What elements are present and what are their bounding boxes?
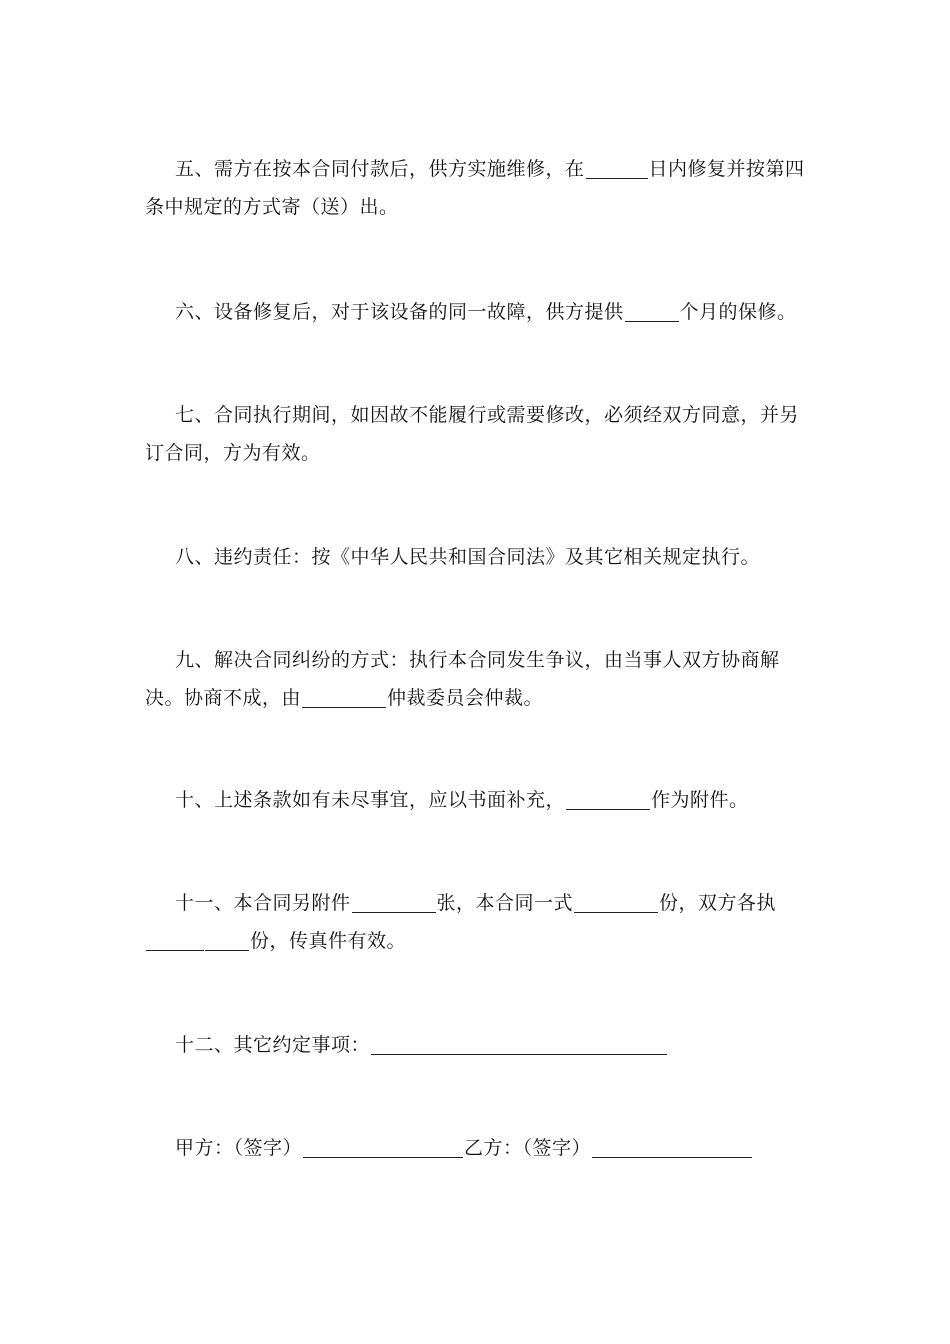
clause-7-text: 七、合同执行期间，如因故不能履行或需要修改，必须经双方同意，并另订合同，方为有效。 — [145, 404, 800, 464]
blank-arbitration-committee — [302, 685, 386, 708]
party-b-signature-blank — [592, 1135, 752, 1158]
blank-copies-each — [146, 928, 204, 951]
clause-12 — [145, 1026, 810, 1064]
blank-other-matters — [371, 1032, 667, 1055]
party-b-label: 乙方：（签字） — [464, 1137, 592, 1159]
blank-warranty-months — [625, 299, 679, 322]
clause-5 — [145, 150, 810, 226]
blank-supplement — [566, 787, 650, 810]
clause-10-text-end: 作为附件。 — [651, 789, 749, 811]
clause-11-text-b: 张，本合同一式 — [436, 892, 574, 914]
clause-10 — [145, 781, 810, 819]
blank-copies-each-cont — [205, 928, 249, 951]
clause-12-text: 十二、其它约定事项： — [175, 1034, 371, 1056]
clause-9-text-start: 九、解决合同纠纷的方式：执行本合同发生争议，由当事人双方协商解决。协商不成，由 — [145, 649, 780, 709]
clause-11 — [145, 884, 810, 960]
clause-9 — [145, 641, 810, 717]
party-a-label: 甲方：（签字） — [175, 1137, 303, 1159]
clause-5-text-end: 日内修复并按第四条中规定的方式寄（送）出。 — [145, 158, 805, 218]
blank-attachment-count — [352, 890, 436, 913]
clause-6 — [145, 293, 810, 331]
blank-repair-days — [586, 156, 648, 179]
party-a-signature-blank — [303, 1135, 463, 1158]
clause-8 — [145, 538, 810, 576]
blank-copies-total — [574, 890, 658, 913]
clause-11-text-c: 份，双方各执 — [659, 892, 777, 914]
clause-10-text-start: 十、上述条款如有未尽事宜，应以书面补充， — [175, 789, 566, 811]
clause-9-text-end: 仲裁委员会仲裁。 — [387, 687, 544, 709]
clause-11-text-d: 份，传真件有效。 — [250, 930, 407, 952]
clause-8-text: 八、违约责任：按《中华人民共和国合同法》及其它相关规定执行。 — [175, 546, 761, 568]
clause-11-text-a: 十一、本合同另附件 — [175, 892, 351, 914]
clause-6-text-start: 六、设备修复后，对于该设备的同一故障，供方提供 — [175, 301, 624, 323]
clause-6-text-end: 个月的保修。 — [679, 301, 797, 323]
signature-line — [145, 1129, 810, 1167]
clause-5-text-start: 五、需方在按本合同付款后，供方实施维修，在 — [175, 158, 585, 180]
clause-7 — [145, 396, 810, 472]
